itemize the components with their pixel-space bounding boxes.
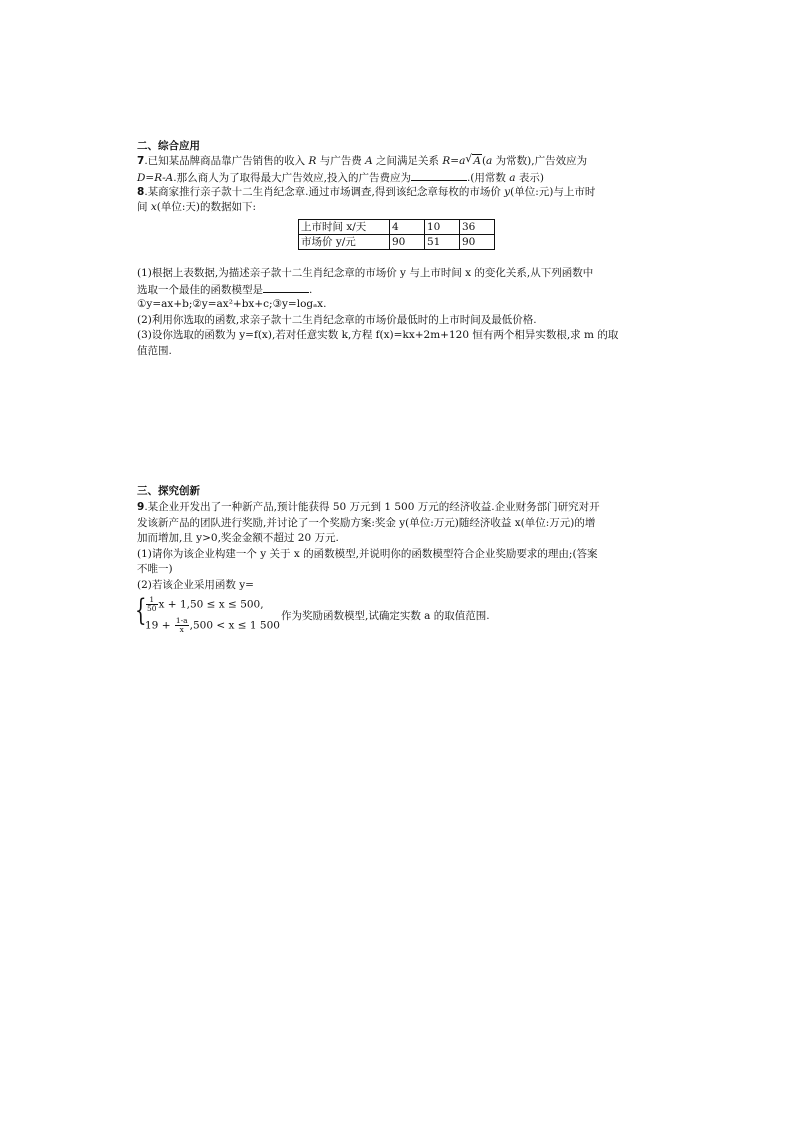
piecewise-case-1: $\frac{1}{50}$ x + 1,50 ≤ x ≤ 500, xyxy=(147,595,264,613)
question-9-part-2-line-1: (2)若该企业采用函数 y= xyxy=(137,579,254,591)
table-header-cell: 市场价 y/元 xyxy=(299,235,390,250)
question-9-line-1: 9.某企业开发出了一种新产品,预计能获得 50 万元到 1 500 万元的经济收益.企业财务部门研究对开 xyxy=(137,501,600,513)
question-8-part-2: (2)利用你选取的函数,求亲子款十二生肖纪念章的市场价最低时的上市时间及最低价格. xyxy=(137,314,537,326)
question-7-line-2: D=R-A.那么商人为了取得最大广告效应,投入的广告费应为 .(用常数 a 表示) xyxy=(137,169,544,185)
question-8-part-3-line-2: 值范围. xyxy=(137,345,172,357)
sqrt-expression: √ A xyxy=(465,153,481,167)
table-cell: 90 xyxy=(460,235,495,250)
fraction: $\frac{1}{50}$ xyxy=(147,595,157,613)
question-number: 9 xyxy=(137,501,145,513)
section-heading-3: 三、探究创新 xyxy=(137,485,200,497)
piecewise-brace: { xyxy=(135,593,147,628)
market-price-table xyxy=(298,219,495,250)
question-8-part-1-line-1: (1)根据上表数据,为描述亲子款十二生肖纪念章的市场价 y 与上市时间 x 的变化关系,从下列函数中 xyxy=(137,267,594,279)
table-cell: 10 xyxy=(425,220,460,235)
fraction: $\frac{1-a}{x}$ xyxy=(175,616,188,634)
table-row xyxy=(299,220,495,235)
question-9-line-3: 加而增加,且 y>0,奖金金额不超过 20 万元. xyxy=(137,532,339,544)
question-8-part-1-line-2: 选取一个最佳的函数模型是 . xyxy=(137,281,312,297)
table-cell: 51 xyxy=(425,235,460,250)
section-heading-2: 二、综合应用 xyxy=(137,140,200,152)
question-9-part-2-tail: 作为奖励函数模型,试确定实数 a 的取值范围. xyxy=(281,610,490,622)
answer-blank[interactable] xyxy=(411,169,467,181)
table-row xyxy=(299,235,495,250)
question-8-line-1: 8.某商家推行亲子款十二生肖纪念章.通过市场调查,得到该纪念章每枚的市场价 y(单位:元)与上市时 xyxy=(137,186,596,198)
table-cell: 36 xyxy=(460,220,495,235)
question-8-line-2: 间 x(单位:天)的数据如下: xyxy=(137,201,257,213)
table-cell: 90 xyxy=(390,235,425,250)
answer-blank[interactable] xyxy=(263,281,309,293)
question-7-line-1: 7.已知某品牌商品靠广告销售的收入 R 与广告费 A 之间满足关系 R=a √ A(a 为常数),广告效应为 xyxy=(137,153,588,167)
question-9-part-1-line-1: (1)请你为该企业构建一个 y 关于 x 的函数模型,并说明你的函数模型符合企业奖励要求的理由;(答案 xyxy=(137,548,598,560)
question-9-part-1-line-2: 不唯一) xyxy=(137,563,173,575)
question-9-line-2: 发该新产品的团队进行奖励,并讨论了一个奖励方案:奖金 y(单位:万元)随经济收益 x(单位:万元)的增 xyxy=(137,517,596,529)
piecewise-case-2: 19 + $\frac{1-a}{x}$ ,500 < x ≤ 1 500 xyxy=(145,616,280,634)
table-header-cell: 上市时间 x/天 xyxy=(299,220,390,235)
question-8-part-3-line-1: (3)设你选取的函数为 y=f(x),若对任意实数 k,方程 f(x)=kx+2m+120 恒有两个相异实数根,求 m 的取 xyxy=(137,329,619,341)
table-cell: 4 xyxy=(390,220,425,235)
question-number: 8 xyxy=(137,186,145,198)
question-number: 7 xyxy=(137,155,145,167)
question-8-options: ①y=ax+b;②y=ax²+bx+c;③y=logₐx. xyxy=(137,298,327,310)
